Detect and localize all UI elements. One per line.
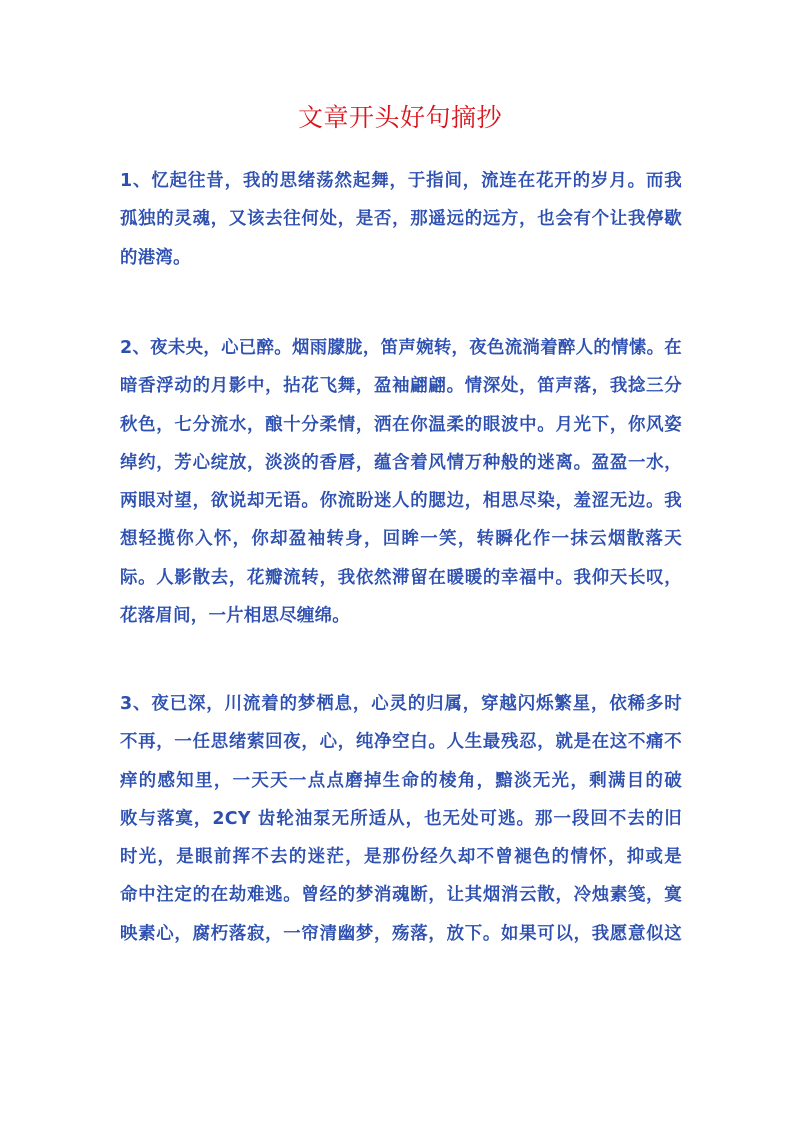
text-line: 映素心，腐朽落寂，一帘清幽梦，殇落，放下。如果可以，我愿意似这 [120,923,682,944]
text-line: 败与落寞，2CY 齿轮油泵无所适从，也无处可逃。那一段回不去的旧 [120,808,682,829]
text-line: 想轻揽你入怀，你却盈袖转身，回眸一笑，转瞬化作一抹云烟散落天 [120,529,682,550]
document-title: 文章开头好句摘抄 [297,103,502,132]
paragraph-3 [120,685,682,953]
paragraph-1 [120,162,682,277]
text-line: 1、忆起往昔，我的思绪荡然起舞，于指间，流连在花开的岁月。而我 [120,171,682,191]
text-line: 孤独的灵魂，又该去往何处，是否，那遥远的远方，也会有个让我停歇 [120,209,682,230]
text-line: 3、夜已深，川流着的梦栖息，心灵的归属，穿越闪烁繁星，依稀多时 [120,694,682,714]
text-line: 际。人影散去，花瓣流转，我依然滞留在暖暖的幸福中。我仰天长叹， [120,567,682,588]
text-line: 秋色，七分流水，酿十分柔情，洒在你温柔的眼波中。月光下，你风姿 [120,414,682,435]
text-line: 暗香浮动的月影中，拈花飞舞，盈袖翩翩。情深处，笛声落，我捻三分 [120,376,682,397]
text-line: 花落眉间，一片相思尽缠绵。 [120,606,350,627]
text-line: 时光，是眼前挥不去的迷茫，是那份经久却不曾褪色的情怀，抑或是 [120,847,682,868]
text-line: 2、夜未央，心已醉。烟雨朦胧，笛声婉转，夜色流淌着醉人的情愫。在 [120,338,682,358]
text-line: 的港湾。 [120,247,191,268]
paragraph-2 [120,329,682,635]
text-line: 绰约，芳心绽放，淡淡的香唇，蕴含着风情万种般的迷离。盈盈一水， [120,452,682,473]
text-line: 两眼对望，欲说却无语。你流盼迷人的腮边，相思尽染，羞涩无边。我 [120,491,682,512]
text-line: 痒的感知里，一天天一点点磨掉生命的棱角，黯淡无光，剩满目的破 [120,770,682,791]
text-line: 命中注定的在劫难逃。曾经的梦消魂断，让其烟消云散，冷烛素笺，寞 [120,885,682,906]
text-line: 不再，一任思绪萦回夜，心，纯净空白。人生最残忍，就是在这不痛不 [120,732,682,753]
